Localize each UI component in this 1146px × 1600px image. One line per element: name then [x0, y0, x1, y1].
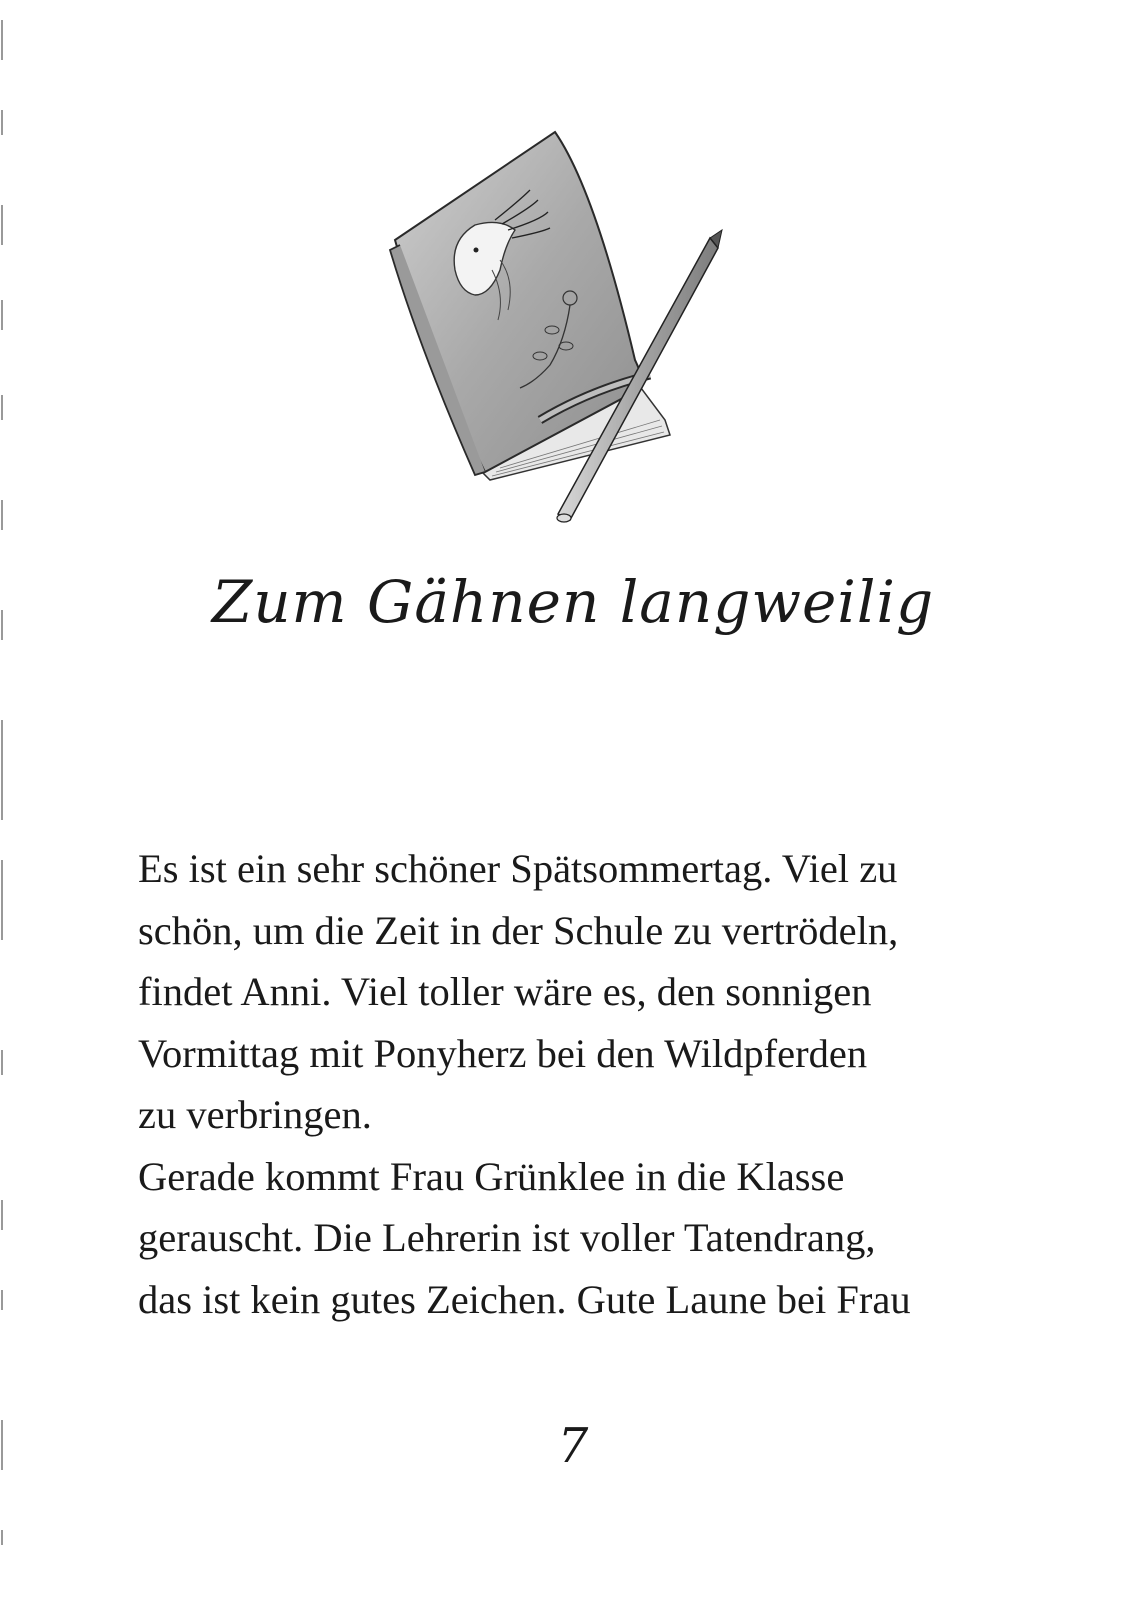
chapter-title: Zum Gähnen langweilig: [211, 568, 935, 636]
text-line: Vormittag mit Ponyherz bei den Wildpferden: [138, 1030, 868, 1076]
page-edge-marks: [0, 0, 14, 1600]
body-paragraph: [138, 838, 1018, 1330]
text-line: das ist kein gutes Zeichen. Gute Laune bei Frau: [138, 1276, 911, 1322]
text-line: zu verbringen.: [138, 1092, 372, 1137]
text-line: gerauscht. Die Lehrerin ist voller Tatendrang,: [138, 1215, 876, 1260]
text-line: schön, um die Zeit in der Schule zu vertrödeln,: [138, 907, 899, 953]
text-line: findet Anni. Viel toller wäre es, den sonnigen: [138, 969, 872, 1014]
page-number: 7: [557, 1418, 589, 1474]
text-line: Es ist ein sehr schöner Spätsommertag. Viel zu: [138, 846, 898, 891]
notebook-with-pencil-icon: [380, 120, 740, 540]
text-line: Gerade kommt Frau Grünklee in die Klasse: [138, 1153, 845, 1199]
